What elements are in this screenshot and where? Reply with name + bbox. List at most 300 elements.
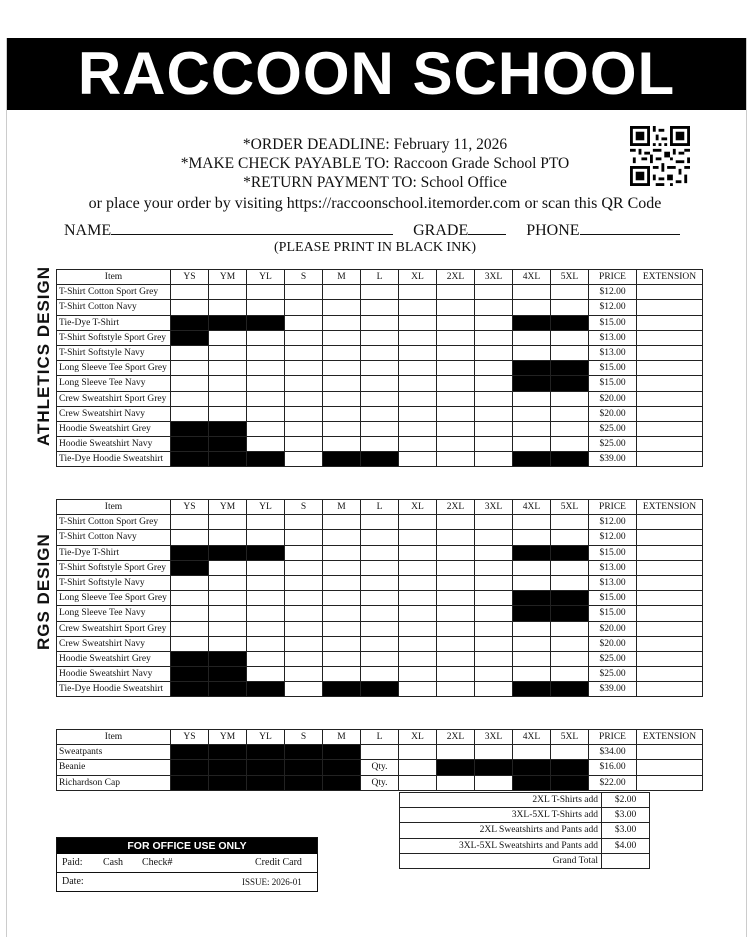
size-qty-cell[interactable] — [285, 452, 323, 467]
size-qty-cell[interactable] — [323, 636, 361, 651]
size-qty-cell[interactable] — [171, 376, 209, 391]
size-qty-cell[interactable] — [209, 560, 247, 575]
extension-cell[interactable] — [637, 376, 703, 391]
size-qty-cell[interactable] — [285, 300, 323, 315]
size-qty-cell[interactable] — [513, 330, 551, 345]
size-qty-cell[interactable] — [399, 515, 437, 530]
size-qty-cell[interactable] — [399, 760, 437, 775]
size-qty-cell[interactable] — [437, 376, 475, 391]
size-qty-cell[interactable] — [323, 621, 361, 636]
size-qty-cell[interactable] — [399, 591, 437, 606]
size-qty-cell[interactable] — [475, 560, 513, 575]
size-qty-cell[interactable] — [399, 560, 437, 575]
size-qty-cell[interactable] — [285, 421, 323, 436]
size-qty-cell[interactable] — [513, 575, 551, 590]
size-qty-cell[interactable] — [475, 575, 513, 590]
size-qty-cell[interactable] — [171, 361, 209, 376]
size-qty-cell[interactable] — [361, 621, 399, 636]
column-header: L — [361, 270, 399, 285]
size-qty-cell[interactable] — [361, 667, 399, 682]
size-qty-cell[interactable] — [285, 391, 323, 406]
size-qty-cell[interactable] — [285, 330, 323, 345]
extension-cell[interactable] — [637, 667, 703, 682]
size-qty-cell[interactable] — [247, 376, 285, 391]
size-qty-cell[interactable] — [323, 361, 361, 376]
size-qty-cell[interactable] — [551, 515, 589, 530]
extension-cell[interactable] — [637, 391, 703, 406]
size-qty-cell[interactable] — [285, 621, 323, 636]
size-qty-cell[interactable] — [361, 545, 399, 560]
size-qty-cell[interactable] — [323, 391, 361, 406]
add-on-row — [400, 823, 650, 838]
extension-cell[interactable] — [637, 651, 703, 666]
size-qty-cell[interactable] — [399, 745, 437, 760]
extension-cell[interactable] — [637, 575, 703, 590]
qty-cell[interactable]: Qty. — [361, 760, 399, 775]
extension-cell[interactable] — [637, 421, 703, 436]
size-qty-cell[interactable] — [475, 591, 513, 606]
size-qty-cell[interactable] — [437, 621, 475, 636]
extension-cell[interactable] — [637, 745, 703, 760]
item-price: $20.00 — [589, 636, 637, 651]
size-qty-cell[interactable] — [475, 376, 513, 391]
size-qty-cell[interactable] — [551, 437, 589, 452]
table-row — [57, 667, 703, 682]
size-qty-cell[interactable] — [209, 636, 247, 651]
size-qty-cell[interactable] — [285, 667, 323, 682]
size-qty-cell[interactable] — [513, 667, 551, 682]
size-qty-cell[interactable] — [399, 606, 437, 621]
size-qty-cell[interactable] — [209, 606, 247, 621]
table-row — [57, 421, 703, 436]
size-qty-cell[interactable] — [285, 575, 323, 590]
item-price: $15.00 — [589, 606, 637, 621]
extension-cell[interactable] — [637, 437, 703, 452]
size-qty-cell[interactable] — [399, 530, 437, 545]
customer-fields — [64, 220, 680, 240]
size-qty-cell[interactable] — [399, 376, 437, 391]
size-qty-cell[interactable] — [399, 285, 437, 300]
size-qty-cell[interactable] — [551, 421, 589, 436]
size-qty-cell[interactable] — [209, 285, 247, 300]
size-qty-cell[interactable] — [323, 421, 361, 436]
size-qty-cell[interactable] — [475, 315, 513, 330]
size-qty-cell[interactable] — [323, 575, 361, 590]
size-qty-cell[interactable] — [209, 530, 247, 545]
size-qty-cell[interactable] — [399, 452, 437, 467]
item-name: Hoodie Sweatshirt Grey — [57, 651, 171, 666]
size-qty-cell[interactable] — [171, 285, 209, 300]
size-qty-cell[interactable] — [171, 636, 209, 651]
size-qty-cell[interactable] — [551, 560, 589, 575]
size-qty-cell[interactable] — [475, 437, 513, 452]
item-price: $12.00 — [589, 530, 637, 545]
size-qty-cell[interactable] — [171, 621, 209, 636]
size-qty-cell[interactable] — [285, 315, 323, 330]
extension-cell[interactable] — [637, 530, 703, 545]
size-qty-cell[interactable] — [323, 376, 361, 391]
size-qty-cell[interactable] — [247, 530, 285, 545]
size-qty-cell[interactable] — [323, 330, 361, 345]
size-qty-cell[interactable] — [399, 406, 437, 421]
size-qty-cell[interactable] — [399, 391, 437, 406]
size-qty-cell[interactable] — [285, 591, 323, 606]
size-qty-cell[interactable] — [437, 515, 475, 530]
size-qty-cell[interactable] — [361, 437, 399, 452]
size-qty-cell[interactable] — [399, 315, 437, 330]
size-qty-cell[interactable] — [437, 651, 475, 666]
size-qty-cell[interactable] — [323, 651, 361, 666]
size-qty-cell[interactable] — [323, 667, 361, 682]
size-qty-cell[interactable] — [475, 452, 513, 467]
unavailable-size-cell — [551, 376, 589, 391]
check-option[interactable]: Check# — [142, 857, 173, 868]
size-qty-cell[interactable] — [437, 437, 475, 452]
size-qty-cell[interactable] — [361, 606, 399, 621]
office-use-box — [56, 837, 318, 892]
size-qty-cell[interactable] — [361, 345, 399, 360]
size-qty-cell[interactable] — [475, 775, 513, 790]
size-qty-cell[interactable] — [247, 421, 285, 436]
size-qty-cell[interactable] — [513, 300, 551, 315]
extension-cell[interactable] — [637, 361, 703, 376]
size-qty-cell[interactable] — [475, 285, 513, 300]
size-qty-cell[interactable] — [437, 452, 475, 467]
size-qty-cell[interactable] — [513, 515, 551, 530]
size-qty-cell[interactable] — [285, 361, 323, 376]
size-qty-cell[interactable] — [247, 361, 285, 376]
size-qty-cell[interactable] — [437, 606, 475, 621]
size-qty-cell[interactable] — [513, 530, 551, 545]
order-deadline: *ORDER DEADLINE: February 11, 2026 — [242, 136, 508, 153]
size-qty-cell[interactable] — [399, 421, 437, 436]
size-qty-cell[interactable] — [437, 545, 475, 560]
size-qty-cell[interactable] — [285, 636, 323, 651]
size-qty-cell[interactable] — [513, 621, 551, 636]
size-qty-cell[interactable] — [323, 606, 361, 621]
extension-cell[interactable] — [637, 315, 703, 330]
size-qty-cell[interactable] — [475, 345, 513, 360]
size-qty-cell[interactable] — [437, 285, 475, 300]
size-qty-cell[interactable] — [475, 682, 513, 697]
size-qty-cell[interactable] — [475, 391, 513, 406]
size-qty-cell[interactable] — [437, 667, 475, 682]
size-qty-cell[interactable] — [285, 545, 323, 560]
size-qty-cell[interactable] — [475, 667, 513, 682]
extension-cell[interactable] — [637, 636, 703, 651]
size-qty-cell[interactable] — [209, 376, 247, 391]
size-qty-cell[interactable] — [437, 682, 475, 697]
size-qty-cell[interactable] — [361, 406, 399, 421]
size-qty-cell[interactable] — [209, 575, 247, 590]
size-qty-cell[interactable] — [399, 775, 437, 790]
size-qty-cell[interactable] — [247, 667, 285, 682]
size-qty-cell[interactable] — [551, 345, 589, 360]
size-qty-cell[interactable] — [285, 285, 323, 300]
size-qty-cell[interactable] — [285, 530, 323, 545]
size-qty-cell[interactable] — [323, 591, 361, 606]
size-qty-cell[interactable] — [475, 606, 513, 621]
size-qty-cell[interactable] — [399, 545, 437, 560]
item-price: $25.00 — [589, 437, 637, 452]
size-qty-cell[interactable] — [475, 545, 513, 560]
size-qty-cell[interactable] — [399, 330, 437, 345]
table-row — [57, 452, 703, 467]
unavailable-size-cell — [209, 452, 247, 467]
extension-cell[interactable] — [637, 300, 703, 315]
size-qty-cell[interactable] — [475, 300, 513, 315]
size-qty-cell[interactable] — [361, 300, 399, 315]
size-qty-cell[interactable] — [247, 606, 285, 621]
size-qty-cell[interactable] — [247, 651, 285, 666]
size-qty-cell[interactable] — [475, 745, 513, 760]
size-qty-cell[interactable] — [171, 406, 209, 421]
table-row — [57, 636, 703, 651]
extension-cell[interactable] — [637, 406, 703, 421]
size-qty-cell[interactable] — [437, 391, 475, 406]
office-use-title: FOR OFFICE USE ONLY — [57, 838, 317, 854]
size-qty-cell[interactable] — [551, 667, 589, 682]
size-qty-cell[interactable] — [247, 591, 285, 606]
size-qty-cell[interactable] — [513, 437, 551, 452]
size-qty-cell[interactable] — [437, 560, 475, 575]
size-qty-cell[interactable] — [247, 391, 285, 406]
size-qty-cell[interactable] — [361, 361, 399, 376]
extension-cell[interactable] — [637, 775, 703, 790]
size-qty-cell[interactable] — [551, 406, 589, 421]
size-qty-cell[interactable] — [399, 300, 437, 315]
size-qty-cell[interactable] — [399, 667, 437, 682]
size-qty-cell[interactable] — [247, 636, 285, 651]
size-qty-cell[interactable] — [399, 361, 437, 376]
size-qty-cell[interactable] — [437, 300, 475, 315]
size-qty-cell[interactable] — [361, 421, 399, 436]
extension-cell[interactable] — [637, 760, 703, 775]
extension-cell[interactable] — [637, 606, 703, 621]
size-qty-cell[interactable] — [171, 591, 209, 606]
size-qty-cell[interactable] — [209, 621, 247, 636]
size-qty-cell[interactable] — [209, 345, 247, 360]
extension-cell[interactable] — [637, 682, 703, 697]
size-qty-cell[interactable] — [361, 530, 399, 545]
column-header: YL — [247, 500, 285, 515]
item-name: T-Shirt Cotton Navy — [57, 530, 171, 545]
unavailable-size-cell — [247, 775, 285, 790]
size-qty-cell[interactable] — [475, 421, 513, 436]
size-qty-cell[interactable] — [361, 745, 399, 760]
extension-cell[interactable] — [637, 515, 703, 530]
size-qty-cell[interactable] — [551, 530, 589, 545]
size-qty-cell[interactable] — [171, 530, 209, 545]
phone-input[interactable] — [580, 220, 680, 235]
size-qty-cell[interactable] — [323, 345, 361, 360]
size-qty-cell[interactable] — [361, 651, 399, 666]
size-qty-cell[interactable] — [285, 515, 323, 530]
size-qty-cell[interactable] — [247, 515, 285, 530]
size-qty-cell[interactable] — [513, 421, 551, 436]
unavailable-size-cell — [209, 775, 247, 790]
size-qty-cell[interactable] — [551, 391, 589, 406]
size-qty-cell[interactable] — [551, 575, 589, 590]
size-qty-cell[interactable] — [361, 376, 399, 391]
size-qty-cell[interactable] — [285, 651, 323, 666]
size-qty-cell[interactable] — [323, 285, 361, 300]
size-qty-cell[interactable] — [285, 345, 323, 360]
size-qty-cell[interactable] — [171, 575, 209, 590]
size-qty-cell[interactable] — [551, 651, 589, 666]
size-qty-cell[interactable] — [437, 775, 475, 790]
unavailable-size-cell — [513, 775, 551, 790]
size-qty-cell[interactable] — [361, 591, 399, 606]
size-qty-cell[interactable] — [361, 575, 399, 590]
size-qty-cell[interactable] — [247, 330, 285, 345]
size-qty-cell[interactable] — [399, 345, 437, 360]
online-order-instructions: or place your order by visiting https://raccoonschool.itemorder.com or scan this QR Code — [88, 195, 662, 212]
size-qty-cell[interactable] — [171, 345, 209, 360]
qty-cell[interactable]: Qty. — [361, 775, 399, 790]
size-qty-cell[interactable] — [513, 636, 551, 651]
size-qty-cell[interactable] — [361, 330, 399, 345]
size-qty-cell[interactable] — [361, 285, 399, 300]
size-qty-cell[interactable] — [437, 315, 475, 330]
athletics-design-label: ATHLETICS DESIGN — [34, 265, 53, 446]
size-qty-cell[interactable] — [437, 636, 475, 651]
size-qty-cell[interactable] — [285, 406, 323, 421]
cash-option[interactable]: Cash — [103, 857, 123, 868]
size-qty-cell[interactable] — [361, 315, 399, 330]
size-qty-cell[interactable] — [247, 621, 285, 636]
size-qty-cell[interactable] — [551, 745, 589, 760]
size-qty-cell[interactable] — [551, 621, 589, 636]
size-qty-cell[interactable] — [209, 391, 247, 406]
extension-cell[interactable] — [637, 560, 703, 575]
size-qty-cell[interactable] — [437, 330, 475, 345]
size-qty-cell[interactable] — [247, 575, 285, 590]
size-qty-cell[interactable] — [247, 285, 285, 300]
size-qty-cell[interactable] — [323, 560, 361, 575]
size-qty-cell[interactable] — [247, 345, 285, 360]
size-qty-cell[interactable] — [475, 621, 513, 636]
table-row — [57, 682, 703, 697]
size-qty-cell[interactable] — [361, 636, 399, 651]
size-qty-cell[interactable] — [285, 606, 323, 621]
size-qty-cell[interactable] — [513, 345, 551, 360]
size-qty-cell[interactable] — [399, 575, 437, 590]
size-qty-cell[interactable] — [361, 391, 399, 406]
size-qty-cell[interactable] — [551, 285, 589, 300]
grand-total-value[interactable] — [602, 853, 650, 868]
size-qty-cell[interactable] — [551, 636, 589, 651]
size-qty-cell[interactable] — [209, 515, 247, 530]
size-qty-cell[interactable] — [361, 515, 399, 530]
size-qty-cell[interactable] — [323, 437, 361, 452]
size-qty-cell[interactable] — [209, 591, 247, 606]
size-qty-cell[interactable] — [171, 515, 209, 530]
extension-cell[interactable] — [637, 621, 703, 636]
size-qty-cell[interactable] — [247, 300, 285, 315]
size-qty-cell[interactable] — [323, 530, 361, 545]
size-qty-cell[interactable] — [209, 330, 247, 345]
size-qty-cell[interactable] — [399, 437, 437, 452]
size-qty-cell[interactable] — [475, 330, 513, 345]
size-qty-cell[interactable] — [513, 406, 551, 421]
size-qty-cell[interactable] — [437, 745, 475, 760]
size-qty-cell[interactable] — [323, 515, 361, 530]
extension-cell[interactable] — [637, 345, 703, 360]
size-qty-cell[interactable] — [323, 315, 361, 330]
item-name: Crew Sweatshirt Sport Grey — [57, 621, 171, 636]
size-qty-cell[interactable] — [209, 300, 247, 315]
size-qty-cell[interactable] — [475, 636, 513, 651]
size-qty-cell[interactable] — [437, 361, 475, 376]
size-qty-cell[interactable] — [437, 345, 475, 360]
size-qty-cell[interactable] — [323, 300, 361, 315]
size-qty-cell[interactable] — [551, 330, 589, 345]
size-qty-cell[interactable] — [247, 560, 285, 575]
size-qty-cell[interactable] — [285, 437, 323, 452]
item-price: $15.00 — [589, 591, 637, 606]
size-qty-cell[interactable] — [247, 437, 285, 452]
qr-code-icon[interactable] — [630, 126, 690, 186]
size-qty-cell[interactable] — [285, 376, 323, 391]
credit-card-option[interactable]: Credit Card — [255, 857, 302, 868]
size-qty-cell[interactable] — [513, 285, 551, 300]
size-qty-cell[interactable] — [513, 745, 551, 760]
size-qty-cell[interactable] — [399, 682, 437, 697]
size-qty-cell[interactable] — [399, 651, 437, 666]
unavailable-size-cell — [171, 330, 209, 345]
size-qty-cell[interactable] — [399, 636, 437, 651]
size-qty-cell[interactable] — [247, 406, 285, 421]
size-qty-cell[interactable] — [475, 361, 513, 376]
size-qty-cell[interactable] — [171, 300, 209, 315]
size-qty-cell[interactable] — [209, 361, 247, 376]
size-qty-cell[interactable] — [551, 300, 589, 315]
size-qty-cell[interactable] — [513, 391, 551, 406]
size-qty-cell[interactable] — [285, 682, 323, 697]
size-qty-cell[interactable] — [513, 560, 551, 575]
size-qty-cell[interactable] — [171, 606, 209, 621]
size-qty-cell[interactable] — [285, 560, 323, 575]
grade-input[interactable] — [468, 220, 506, 235]
size-qty-cell[interactable] — [209, 406, 247, 421]
size-qty-cell[interactable] — [475, 406, 513, 421]
unavailable-size-cell — [361, 452, 399, 467]
item-name: T-Shirt Softstyle Navy — [57, 345, 171, 360]
size-qty-cell[interactable] — [399, 621, 437, 636]
size-qty-cell[interactable] — [475, 651, 513, 666]
size-qty-cell[interactable] — [171, 391, 209, 406]
size-qty-cell[interactable] — [437, 575, 475, 590]
extension-cell[interactable] — [637, 330, 703, 345]
size-qty-cell[interactable] — [437, 406, 475, 421]
size-qty-cell[interactable] — [323, 545, 361, 560]
extension-cell[interactable] — [637, 285, 703, 300]
size-qty-cell[interactable] — [437, 591, 475, 606]
extension-cell[interactable] — [637, 591, 703, 606]
extension-cell[interactable] — [637, 545, 703, 560]
size-qty-cell[interactable] — [475, 515, 513, 530]
size-qty-cell[interactable] — [361, 560, 399, 575]
extension-cell[interactable] — [637, 452, 703, 467]
size-qty-cell[interactable] — [437, 421, 475, 436]
size-qty-cell[interactable] — [437, 530, 475, 545]
name-input[interactable] — [111, 220, 393, 235]
size-qty-cell[interactable] — [475, 530, 513, 545]
unavailable-size-cell — [209, 437, 247, 452]
size-qty-cell[interactable] — [513, 651, 551, 666]
size-qty-cell[interactable] — [323, 406, 361, 421]
